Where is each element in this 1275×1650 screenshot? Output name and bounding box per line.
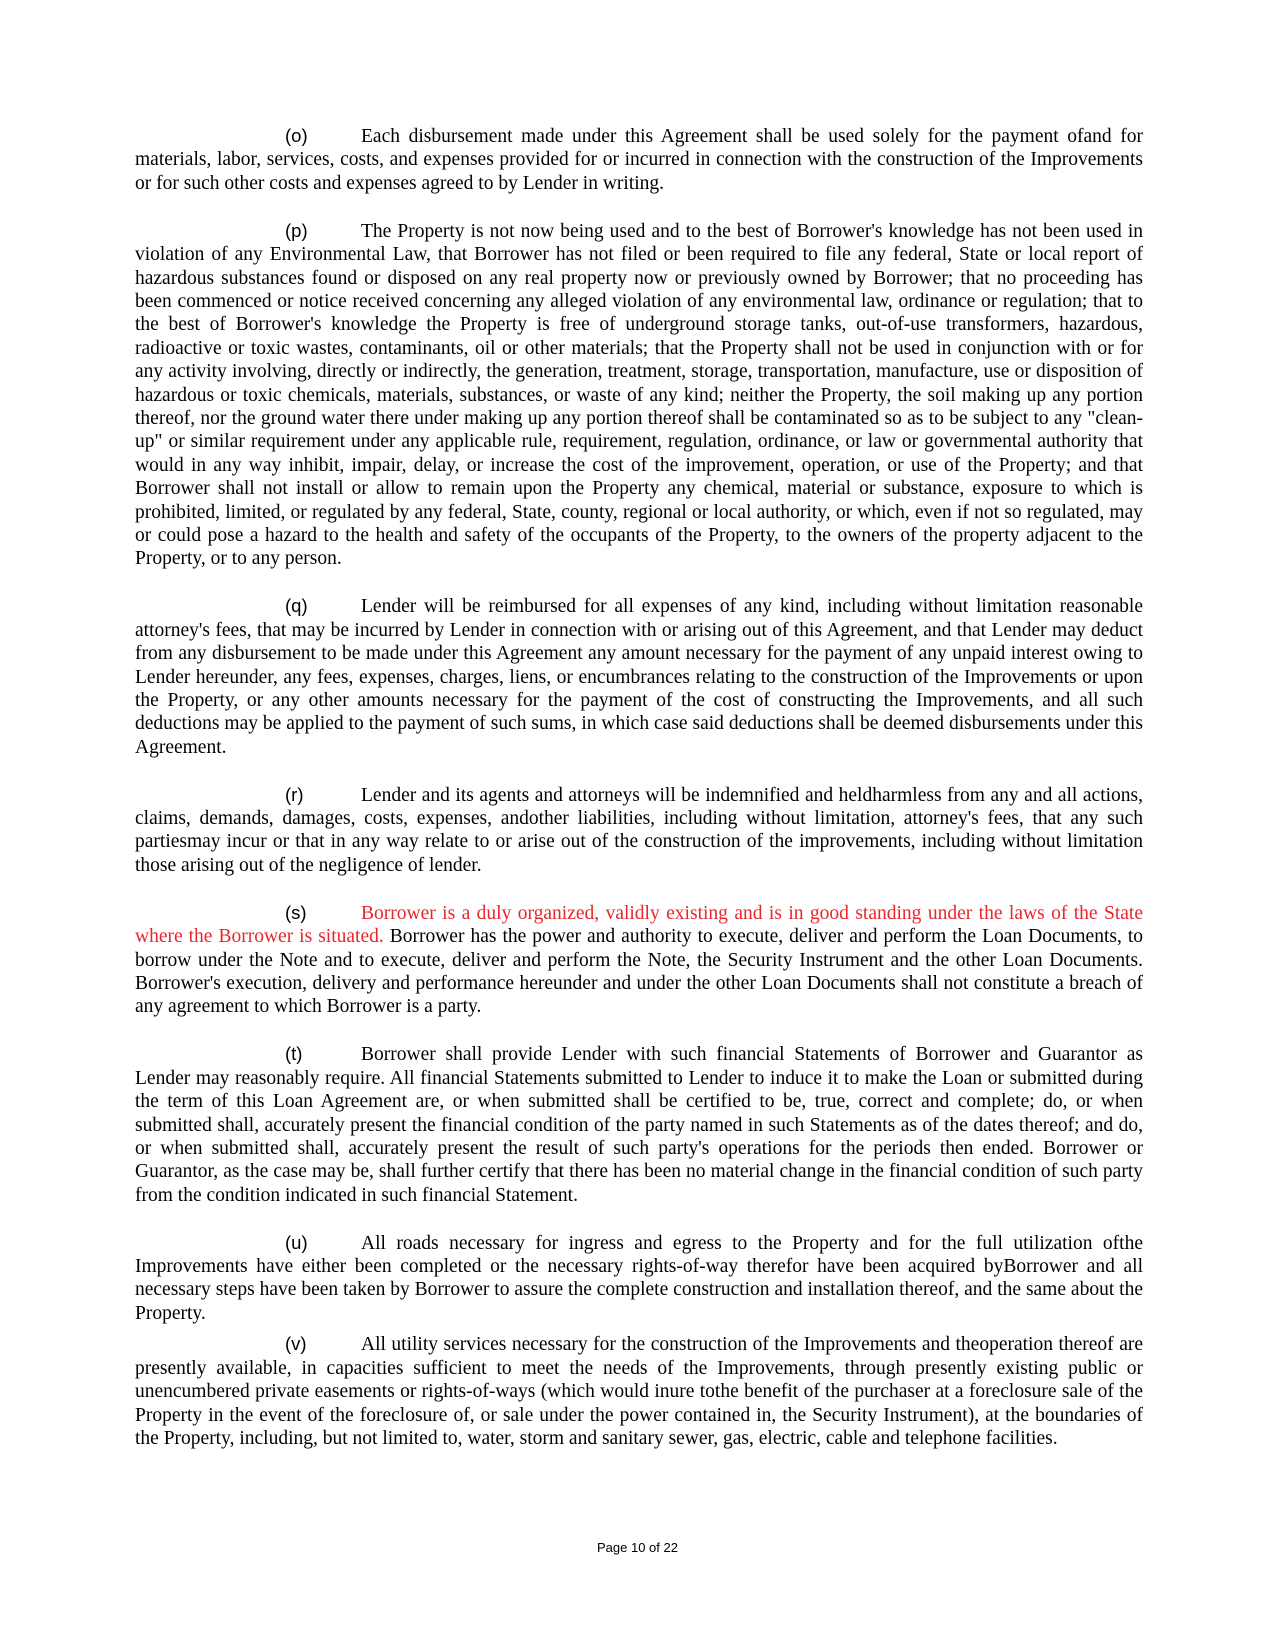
clause-t: [135, 1042, 1143, 1207]
clause-marker: (q): [285, 595, 308, 617]
clause-text: Lender will be reimbursed for all expenses of any kind, including without limitation reasonable attorney's fees, that may be incurred by Lender in connection with or arising out of this Agreement, and that Lender may deduct from any disbursement to be made under this Agreement any amount necessary for the payment of any unpaid interest owing to Lender hereunder, any fees, expenses, charges, liens, or encumbrances relating to the construction of the Improvements or upon the Property, or any other amounts necessary for the payment of the cost of constructing the Improvements, and all such deductions may be applied to the payment of such sums, in which case said deductions shall be deemed disbursements under this Agreement.: [135, 596, 1143, 758]
clause-s: [135, 901, 1143, 1019]
clause-text: All roads necessary for ingress and egress to the Property and for the full utilization ofthe Improvements have either been completed or the necessary rights-of-way therefor have been acquired byBorrower and all necessary steps have been taken by Borrower to assure the complete construction and installation thereof, and the same about the Property.: [135, 1232, 1143, 1324]
document-body: [135, 124, 1143, 1474]
clause-text: Borrower has the power and authority to execute, deliver and perform the Loan Documents, to borrow under the Note and to execute, deliver and perform the Note, the Security Instrument and the other Loan Documents. Borrower's execution, delivery and performance hereunder and under the other Loan Documents shall not constitute a breach of any agreement to which Borrower is a party.: [135, 926, 1144, 1018]
clause-marker: (r): [285, 783, 304, 805]
clause-o: [135, 124, 1143, 195]
clause-text: All utility services necessary for the construction of the Improvements and theoperation thereof are presently available, in capacities sufficient to meet the needs of the Improvements, through presently existing public or unencumbered private easements or rights-of-ways (which would inure tothe benefit of the purchaser at a foreclosure sale of the Property in the event of the foreclosure of, or sale under the power contained in, the Security Instrument), at the boundaries of the Property, including, but not limited to, water, storm and sanitary sewer, gas, electric, cable and telephone facilities.: [135, 1334, 1143, 1449]
clause-q: [135, 594, 1143, 759]
clause-text: The Property is not now being used and to the best of Borrower's knowledge has not been used in violation of any Environmental Law, that Borrower has not filed or been required to file any federal, State or local report of hazardous substances found or disposed on any real property now or previously owned by Borrower; that no proceeding has been commenced or notice received concerning any alleged violation of any environmental law, ordinance or regulation; that to the best of Borrower's knowledge the Property is free of underground storage tanks, out-of-use transformers, hazardous, radioactive or toxic wastes, contaminants, oil or other materials; that the Property shall not be used in conjunction with or for any activity involving, directly or indirectly, the generation, treatment, storage, transportation, manufacture, use or disposition of hazardous or toxic chemicals, materials, substances, or waste of any kind; neither the Property, the soil making up any portion thereof, nor the ground water there under making up any portion thereof shall be contaminated so as to be subject to any "clean-up" or similar requirement under any applicable rule, requirement, regulation, ordinance, or law or governmental authority that would in any way inhibit, impair, delay, or increase the cost of the improvement, operation, or use of the Property; and that Borrower shall not install or allow to remain upon the Property any chemical, material or substance, exposure to which is prohibited, limited, or regulated by any federal, State, county, regional or local authority, or which, even if not so regulated, may or could pose a hazard to the health and safety of the occupants of the Property, to the owners of the property adjacent to the Property, or to any person.: [135, 220, 1143, 570]
clause-marker: (u): [285, 1231, 308, 1253]
clause-highlight-text: Borrower is a duly organized, validly existing and is in good standing under the laws of the State where the Borrower is situated.: [135, 902, 1143, 948]
clause-text: Borrower shall provide Lender with such financial Statements of Borrower and Guarantor as Lender may reasonably require. All financial Statements submitted to Lender to induce it to make the Loan or submitted during the term of this Loan Agreement are, or when submitted shall be certified to be, true, correct and complete; do, or when submitted shall, accurately present the financial condition of the party named in such Statements as of the dates thereof; and do, or when submitted shall, accurately present the result of such party's operations for the periods then ended. Borrower or Guarantor, as the case may be, shall further certify that there has been no material change in the financial condition of such party from the condition indicated in such financial Statement.: [135, 1044, 1143, 1206]
clause-text: Each disbursement made under this Agreement shall be used solely for the payment ofand for materials, labor, services, costs, and expenses provided for or incurred in connection with the construction of the Improvements or for such other costs and expenses agreed to by Lender in writing.: [135, 126, 1143, 194]
clause-marker: (o): [285, 125, 308, 146]
clause-p: [135, 219, 1143, 571]
clause-marker: (p): [285, 219, 308, 241]
clause-marker: (v): [285, 1333, 307, 1355]
clause-text: Lender and its agents and attorneys will be indemnified and heldharmless from any and all actions, claims, demands, damages, costs, expenses, andother liabilities, including without limitation, attorney's fees, that any such partiesmay incur or that in any way relate to or arise out of the construction of the improvements, including without limitation those arising out of the negligence of lender.: [135, 784, 1143, 876]
page-number-footer: Page 10 of 22: [597, 1540, 678, 1555]
clause-marker: (t): [285, 1043, 303, 1065]
clause-v: [135, 1332, 1143, 1450]
clause-r: [135, 783, 1143, 878]
clause-marker: (s): [285, 901, 307, 923]
clause-u: [135, 1231, 1143, 1326]
